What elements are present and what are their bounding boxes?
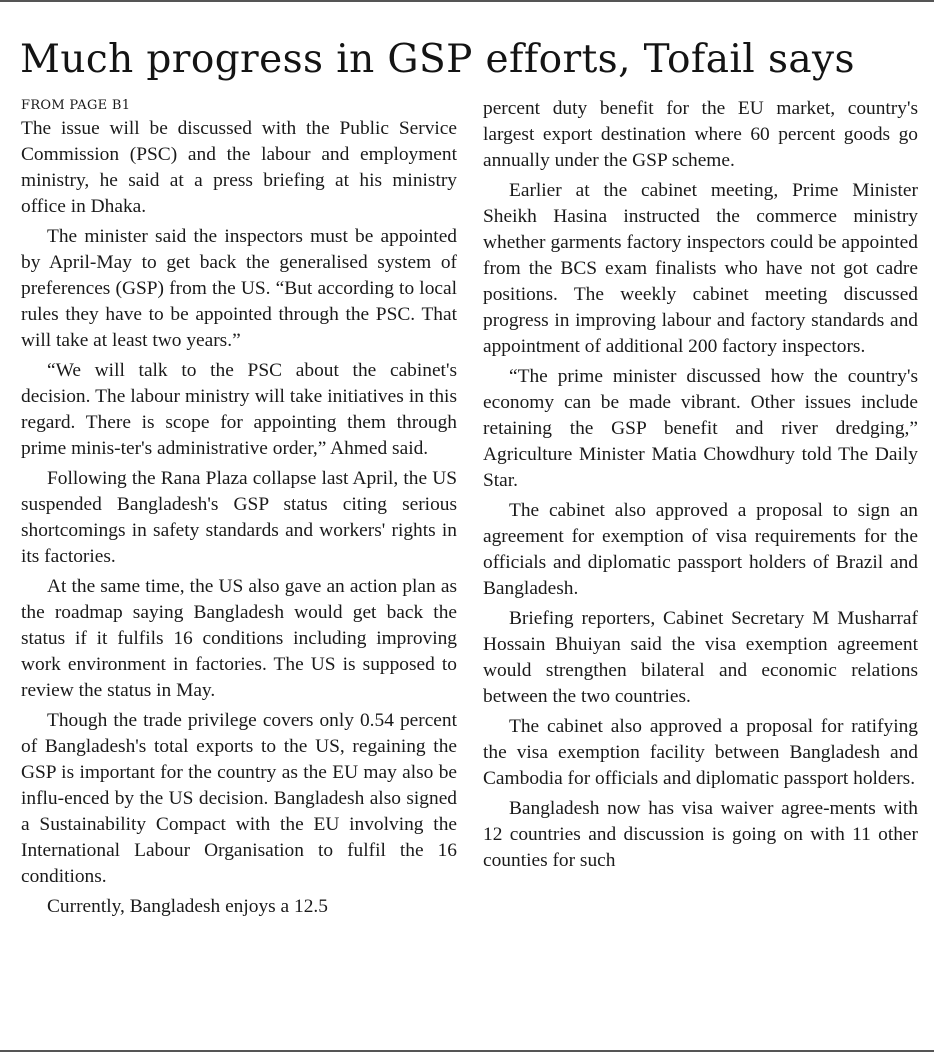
bottom-rule [0, 1050, 934, 1052]
paragraph: The minister said the inspectors must be appointed by April-May to get back the generalised system of preferences (GSP) from the US. “But according to local rules they have to be appointed through the PSC. That will take at least two years.” [21, 226, 457, 351]
paragraph: The cabinet also approved a proposal for ratifying the visa exemption facility between Bangladesh and Cambodia for officials and diplomatic passport holders. [483, 716, 918, 789]
paragraph: Earlier at the cabinet meeting, Prime Minister Sheikh Hasina instructed the commerce ministry whether garments factory inspectors could be appointed from the BCS exam finalists who have not got cadre positions. The weekly cabinet meeting discussed progress in improving labour and factory standards and appointment of additional 200 factory inspectors. [483, 180, 918, 357]
article-column-left [21, 96, 457, 1036]
headline: Much progress in GSP efforts, Tofail says [20, 37, 855, 82]
paragraph: The cabinet also approved a proposal to sign an agreement for exemption of visa requirements for the officials and diplomatic passport holders of Brazil and Bangladesh. [483, 500, 918, 599]
paragraph: Though the trade privilege covers only 0.54 percent of Bangladesh's total exports to the US, regaining the GSP is important for the country as the EU may also be influ-enced by the US decision. Bangladesh also signed a Sustainability Compact with the EU involving the International Labour Organisation to fulfil the 16 conditions. [21, 710, 457, 887]
paragraph: “The prime minister discussed how the country's economy can be made vibrant. Other issues include retaining the GSP benefit and river dredging,” Agriculture Minister Matia Chowdhury told The Daily Star. [483, 366, 918, 491]
paragraph: “We will talk to the PSC about the cabinet's decision. The labour ministry will take initiatives in this regard. There is scope for appointing them through prime minis-ter's administrative order,” Ahmed said. [21, 360, 457, 459]
paragraph: Currently, Bangladesh enjoys a 12.5 [47, 896, 328, 917]
paragraph: percent duty benefit for the EU market, country's largest export destination where 60 percent goods go annually under the GSP scheme. [483, 98, 918, 171]
dateline: FROM PAGE B1 [21, 98, 131, 113]
top-rule [0, 0, 934, 2]
paragraph: At the same time, the US also gave an action plan as the roadmap saying Bangladesh would get back the status if it fulfils 16 conditions including improving work environment in factories. The US is supposed to review the status in May. [21, 576, 457, 701]
paragraph: Bangladesh now has visa waiver agree-ments with 12 countries and discussion is going on with 11 other counties for such [483, 798, 918, 871]
paragraph: Briefing reporters, Cabinet Secretary M Musharraf Hossain Bhuiyan said the visa exemption agreement would strengthen bilateral and economic relations between the two countries. [483, 608, 918, 707]
paragraph: Following the Rana Plaza collapse last April, the US suspended Bangladesh's GSP status citing serious shortcomings in safety standards and workers' rights in its factories. [21, 468, 457, 567]
article-column-right [483, 96, 918, 1036]
paragraph: The issue will be discussed with the Public Service Commission (PSC) and the labour and employment ministry, he said at a press briefing at his ministry office in Dhaka. [21, 118, 457, 217]
